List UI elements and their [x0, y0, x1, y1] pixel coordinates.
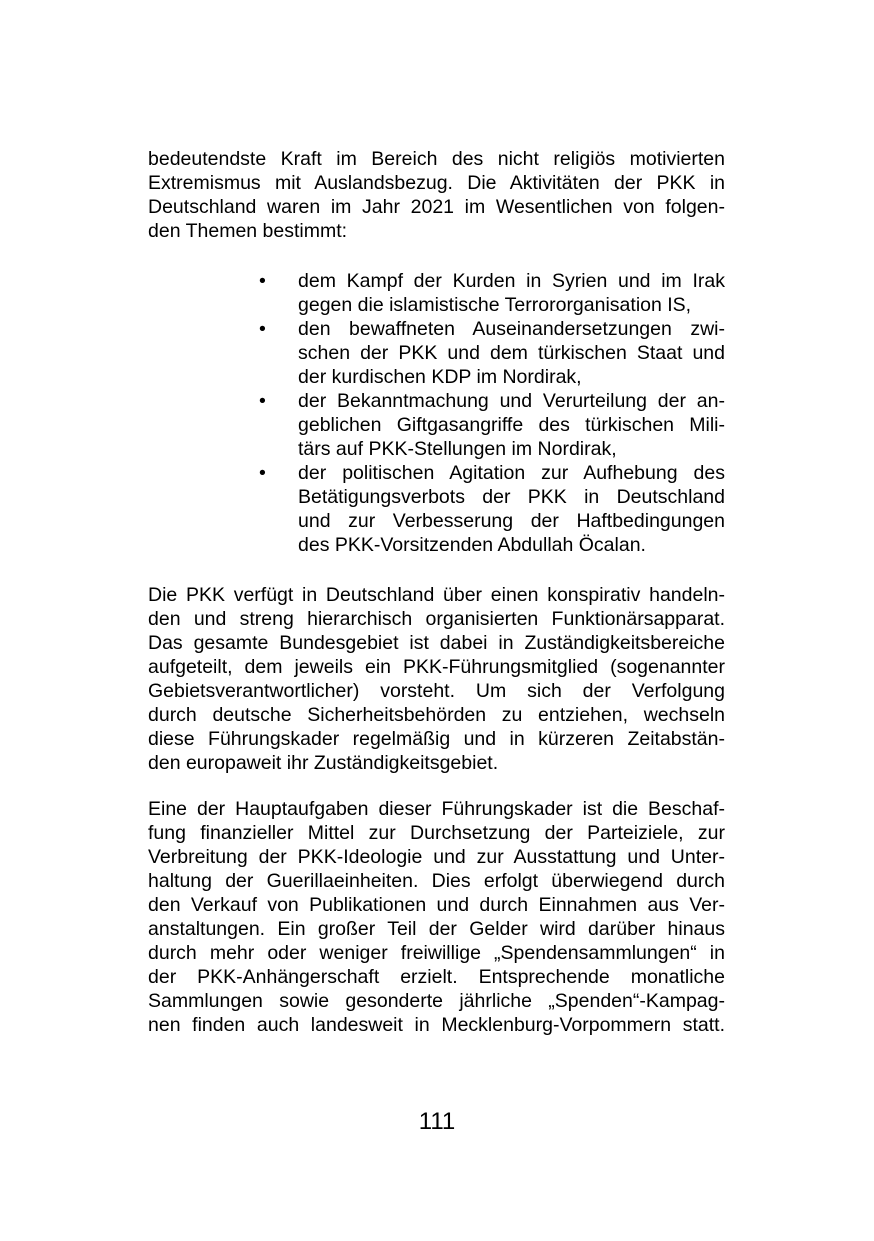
paragraph-line: den Themen bestimmt:: [148, 220, 348, 242]
paragraph-line: anstaltungen. Ein großer Teil der Gelder wird darüber hinaus: [148, 918, 725, 940]
list-item: [258, 389, 725, 461]
paragraph-line: fung finanzieller Mittel zur Durchsetzung der Parteiziele, zur: [148, 822, 725, 844]
paragraph-intro: [148, 147, 725, 243]
list-item-line: tärs auf PKK-Stellungen im Nordirak,: [298, 438, 617, 460]
paragraph-line: nen finden auch landesweit in Mecklenburg-Vorpommern statt.: [148, 1014, 725, 1036]
list-item-line: geblichen Giftgasangriffe des türkischen Mili-: [298, 414, 725, 436]
bullet-icon: •: [259, 270, 266, 292]
paragraph-line: Das gesamte Bundesgebiet ist dabei in Zuständigkeitsbereiche: [148, 632, 725, 654]
paragraph-organization: [148, 583, 725, 775]
list-item-line: schen der PKK und dem türkischen Staat und: [298, 342, 725, 364]
list-item: [258, 317, 725, 389]
bullet-icon: •: [259, 390, 266, 412]
paragraph-line: Deutschland waren im Jahr 2021 im Wesentlichen von folgen-: [148, 196, 725, 218]
paragraph-line: Die PKK verfügt in Deutschland über einen konspirativ handeln-: [148, 584, 725, 606]
paragraph-line: aufgeteilt, dem jeweils ein PKK-Führungsmitglied (sogenannter: [148, 656, 725, 678]
paragraph-line: der PKK-Anhängerschaft erzielt. Entsprechende monatliche: [148, 966, 725, 988]
list-item-line: Betätigungsverbots der PKK in Deutschland: [298, 486, 725, 508]
list-item-line: der Bekanntmachung und Verurteilung der an-: [298, 390, 725, 412]
paragraph-line: bedeutendste Kraft im Bereich des nicht religiös motivierten: [148, 148, 725, 170]
page-number: 111: [418, 1108, 456, 1135]
paragraph-line: Gebietsverantwortlicher) vorsteht. Um sich der Verfolgung: [148, 680, 725, 702]
list-item-line: und zur Verbesserung der Haftbedingungen: [298, 510, 725, 532]
paragraph-line: den Verkauf von Publikationen und durch Einnahmen aus Ver-: [148, 894, 725, 916]
list-item-line: gegen die islamistische Terrororganisation IS,: [298, 294, 692, 316]
paragraph-line: haltung der Guerillaeinheiten. Dies erfolgt überwiegend durch: [148, 870, 725, 892]
list-item-line: der kurdischen KDP im Nordirak,: [298, 366, 582, 388]
list-item-line: dem Kampf der Kurden in Syrien und im Irak: [298, 270, 725, 292]
list-item-line: des PKK-Vorsitzenden Abdullah Öcalan.: [298, 534, 646, 556]
paragraph-line: Verbreitung der PKK-Ideologie und zur Ausstattung und Unter-: [148, 846, 725, 868]
list-item-line: den bewaffneten Auseinandersetzungen zwi-: [298, 318, 725, 340]
paragraph-line: durch deutsche Sicherheitsbehörden zu entziehen, wechseln: [148, 704, 725, 726]
bullet-icon: •: [259, 318, 266, 340]
paragraph-line: diese Führungskader regelmäßig und in kürzeren Zeitabstän-: [148, 728, 725, 750]
topics-bullet-list: [258, 269, 725, 557]
bullet-icon: •: [259, 462, 266, 484]
list-item-line: der politischen Agitation zur Aufhebung des: [298, 462, 725, 484]
paragraph-line: den europaweit ihr Zuständigkeitsgebiet.: [148, 752, 499, 774]
paragraph-line: Extremismus mit Auslandsbezug. Die Aktivitäten der PKK in: [148, 172, 725, 194]
paragraph-line: den und streng hierarchisch organisierten Funktionärsapparat.: [148, 608, 725, 630]
list-item: [258, 269, 725, 317]
paragraph-line: Sammlungen sowie gesonderte jährliche „Spenden“-Kampag-: [148, 990, 725, 1012]
paragraph-line: Eine der Hauptaufgaben dieser Führungskader ist die Beschaf-: [148, 798, 725, 820]
paragraph-line: durch mehr oder weniger freiwillige „Spendensammlungen“ in: [148, 942, 725, 964]
paragraph-financing: [148, 797, 725, 1037]
list-item: [258, 461, 725, 557]
